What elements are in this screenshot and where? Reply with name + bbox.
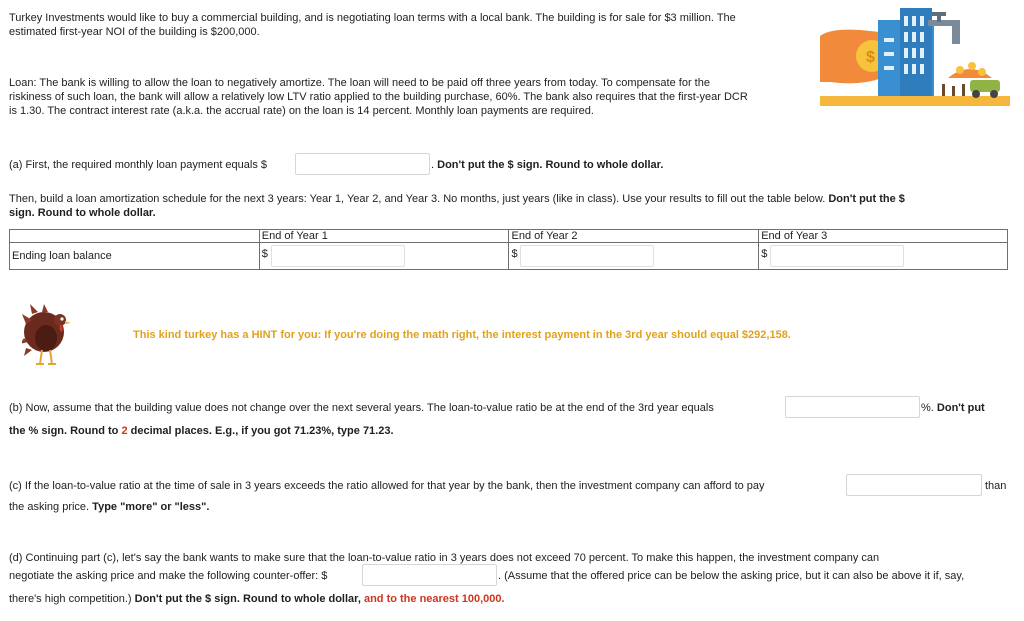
loan-terms-text — [9, 76, 748, 118]
part-a-rounding-note: Don't put the $ sign. Round to whole dollar. — [437, 159, 664, 171]
monthly-payment-input[interactable] — [295, 153, 430, 175]
part-d-line-3 — [9, 592, 505, 606]
intro-line-1: Turkey Investments would like to buy a commercial building, and is negotiating loan terms with a local bank. The building is for sale for $3 million. The — [9, 12, 736, 24]
loan-line-3: is 1.30. The contract interest rate (a.k.a. the accrual rate) on the loan is 14 percent. Monthly loan payments are required. — [9, 105, 594, 117]
ending-balance-label — [10, 243, 260, 270]
currency-sign: $ — [511, 248, 518, 260]
part-b-line-2 — [9, 424, 394, 438]
part-a-period: . — [431, 159, 435, 171]
part-c-line-2 — [9, 500, 209, 514]
intro-line-2: estimated first-year NOI of the building is $200,000. — [9, 26, 260, 38]
table-header-empty — [10, 230, 260, 243]
decimal-count: 2 — [121, 425, 128, 437]
loan-line-1: Loan: The bank is willing to allow the loan to negatively amortize. The loan will need to be paid off three years from today. To compensate for the — [9, 77, 710, 89]
part-b-note-a: the % sign. Round to — [9, 425, 119, 437]
intro-text — [9, 11, 736, 39]
money-building-icon — [820, 8, 1010, 106]
table-header-year-1: End of Year 1 — [259, 230, 509, 243]
part-b-after-input — [921, 401, 985, 415]
part-b-line-1: (b) Now, assume that the building value does not change over the next several years. The loan-to-value ratio be at the end of the 3rd year equals — [9, 402, 714, 414]
schedule-instructions-line-1 — [9, 192, 905, 206]
year-3-balance-input[interactable] — [770, 245, 904, 267]
part-d-nearest-note: and to the nearest 100,000. — [363, 593, 505, 605]
part-c-than: than — [985, 480, 1007, 492]
part-c-line-1: (c) If the loan-to-value ratio at the time of sale in 3 years exceeds the ratio allowed for that year by the bank, then the investment company can afford to pay — [9, 480, 765, 492]
part-d-line-2-suffix: . (Assume that the offered price can be below the asking price, but it can also be above it if, say, — [498, 570, 965, 582]
part-b-note-start: Don't put — [936, 402, 985, 414]
part-d-line-1: (d) Continuing part (c), let's say the bank wants to make sure that the loan-to-value ratio in 3 years does not exceed 70 percent. To make this happen, the investment company can — [9, 552, 880, 564]
schedule-instructions — [9, 192, 905, 220]
part-d-rounding-note: Don't put the $ sign. Round to whole dollar, — [134, 593, 361, 605]
part-a-instructions — [431, 158, 663, 172]
year-2-balance-input[interactable] — [520, 245, 654, 267]
currency-sign: $ — [261, 248, 268, 260]
ltv-ratio-input[interactable] — [785, 396, 920, 418]
amortization-table — [9, 229, 1008, 270]
year-3-balance-cell — [759, 243, 1008, 270]
schedule-instructions-bold-b: sign. Round to whole dollar. — [9, 207, 156, 219]
year-2-balance-cell — [509, 243, 759, 270]
schedule-instructions-text: Then, build a loan amortization schedule for the next 3 years: Year 1, Year 2, and Year 3. No months, just years (like in class). Use your results to fill out the table below. — [9, 193, 826, 205]
part-c-asking-price: the asking price. — [9, 501, 90, 513]
table-header-year-3: End of Year 3 — [759, 230, 1008, 243]
table-header-row — [10, 230, 1008, 243]
part-d-line-2-prefix: negotiate the asking price and make the following counter-offer: $ — [9, 570, 328, 582]
year-1-balance-cell — [259, 243, 509, 270]
currency-sign: $ — [761, 248, 768, 260]
part-b-note-b: decimal places. E.g., if you got 71.23%, type 71.23. — [130, 425, 394, 437]
table-header-year-2: End of Year 2 — [509, 230, 759, 243]
part-d-competition: there's high competition.) — [9, 593, 132, 605]
year-1-balance-input[interactable] — [271, 245, 405, 267]
svg-text:$: $ — [866, 49, 875, 66]
more-or-less-input[interactable] — [846, 474, 982, 496]
turkey-icon — [22, 304, 72, 368]
part-c-type-note: Type "more" or "less". — [92, 501, 210, 513]
percent-sign-text: %. — [921, 402, 934, 414]
row-label: Ending loan balance — [12, 250, 112, 262]
hint-text: This kind turkey has a HINT for you: If you're doing the math right, the interest payment in the 3rd year should equal $292,158. — [133, 329, 791, 341]
counter-offer-input[interactable] — [362, 564, 497, 586]
loan-line-2: riskiness of such loan, the bank will allow a relatively low LTV ratio applied to the building purchase, 60%. The bank also requires that the first-year DCR — [9, 91, 748, 103]
schedule-instructions-bold-a: Don't put the $ — [828, 193, 905, 205]
part-a-prefix: (a) First, the required monthly loan payment equals $ — [9, 159, 268, 171]
table-row — [10, 243, 1008, 270]
schedule-instructions-line-2 — [9, 206, 905, 220]
